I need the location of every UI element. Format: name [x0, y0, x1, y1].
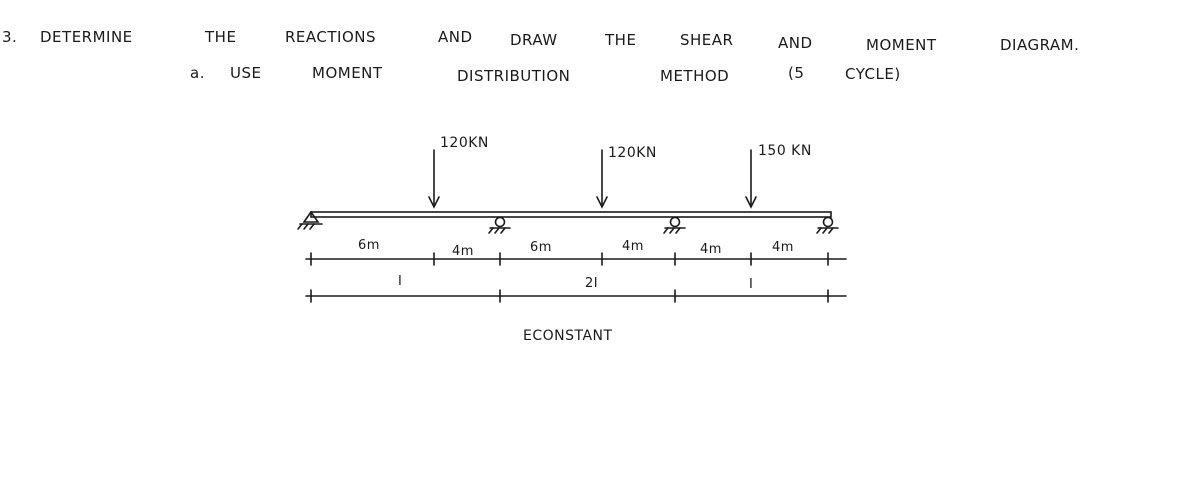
title-word-moment-2: MOMENT [312, 64, 383, 82]
title-word-reactions: REACTIONS [285, 28, 377, 46]
span-label-6: 4m [772, 240, 794, 255]
title-word-diagram: DIAGRAM. [1000, 36, 1080, 54]
span-label-4: 4m [622, 239, 644, 254]
inertia-label-1: I [398, 274, 403, 289]
load-label-3: 150 KN [758, 143, 812, 159]
title-word-distribution: DISTRIBUTION [457, 67, 571, 85]
title-word-the-2: THE [605, 31, 637, 49]
load-label-2: 120KN [608, 145, 657, 161]
part-label: a. [190, 64, 205, 82]
title-word-moment: MOMENT [866, 36, 937, 54]
load-arrow-1 [429, 150, 439, 207]
title-word-the: THE [205, 28, 237, 46]
title-word-method: METHOD [660, 67, 730, 85]
problem-number: 3. [2, 28, 18, 46]
title-word-draw: DRAW [510, 31, 558, 49]
roller-support-1 [489, 218, 510, 234]
title-word-use: USE [230, 64, 262, 82]
material-note: ECONSTANT [523, 328, 613, 344]
title-word-and: AND [438, 28, 473, 46]
inertia-label-2: 2I [585, 276, 599, 291]
title-word-shear: SHEAR [680, 31, 734, 49]
load-arrow-2 [597, 150, 607, 207]
title-word-and-2: AND [778, 34, 813, 52]
beam [311, 212, 831, 217]
load-arrow-3 [746, 150, 756, 207]
roller-support-3 [817, 218, 838, 234]
title-word-determine: DETERMINE [40, 28, 133, 46]
span-label-3: 6m [530, 240, 552, 255]
load-label-1: 120KN [440, 135, 489, 151]
title-word-cycle: CYCLE) [845, 65, 901, 83]
span-label-5: 4m [700, 242, 722, 257]
span-label-1: 6m [358, 238, 380, 253]
span-label-2: 4m [452, 244, 474, 259]
title-word-5: (5 [788, 64, 805, 82]
inertia-label-3: I [749, 277, 754, 292]
roller-support-2 [664, 218, 685, 234]
